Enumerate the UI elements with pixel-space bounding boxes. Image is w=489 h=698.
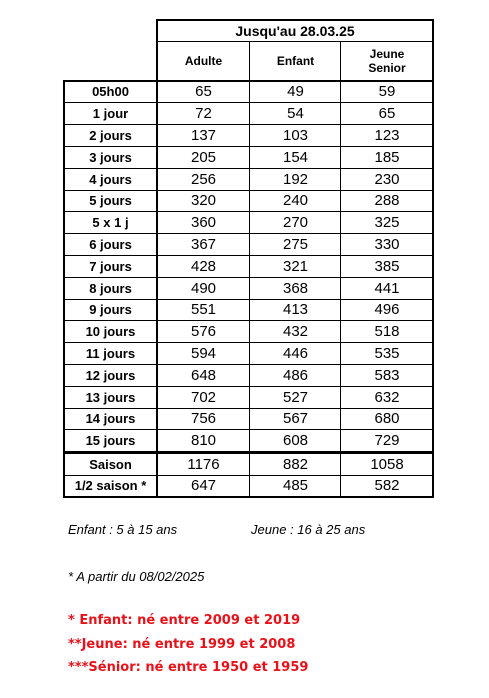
price-cell: 321 xyxy=(282,257,309,275)
price-cell: 680 xyxy=(374,410,400,428)
note-jeune-age: Jeune : 16 à 25 ans xyxy=(251,522,366,537)
row-label: 3 jours xyxy=(89,149,132,165)
price-cell: 270 xyxy=(282,214,309,232)
table-gridline xyxy=(63,429,434,430)
price-cell: 485 xyxy=(282,477,309,495)
price-cell: 59 xyxy=(378,83,396,101)
price-cell: 385 xyxy=(374,257,400,275)
price-cell: 496 xyxy=(374,301,400,319)
table-gridline xyxy=(63,190,434,191)
price-cell: 551 xyxy=(190,301,217,319)
price-cell: 729 xyxy=(374,432,400,450)
price-cell: 103 xyxy=(282,126,309,144)
table-gridline xyxy=(63,277,434,278)
price-cell: 647 xyxy=(190,477,217,495)
table-gridline xyxy=(63,342,434,343)
table-gridline xyxy=(63,386,434,387)
row-label: 05h00 xyxy=(92,84,129,100)
price-cell: 288 xyxy=(374,192,400,210)
table-border xyxy=(432,19,434,497)
row-label: 8 jours xyxy=(89,280,132,296)
price-cell: 367 xyxy=(190,235,217,253)
table-border xyxy=(63,80,65,497)
table-border xyxy=(156,19,158,497)
price-cell: 810 xyxy=(190,432,217,450)
row-label: 1/2 saison * xyxy=(74,478,147,494)
row-label: 5 x 1 j xyxy=(92,215,129,231)
price-cell: 1176 xyxy=(187,455,220,473)
birth-note-senior: ***Sénior: né entre 1950 et 1959 xyxy=(68,660,309,675)
price-cell: 325 xyxy=(374,214,400,232)
price-cell: 205 xyxy=(190,148,217,166)
price-cell: 230 xyxy=(374,170,400,188)
table-gridline xyxy=(63,408,434,409)
table-gridline xyxy=(63,475,434,476)
price-cell: 360 xyxy=(190,214,217,232)
table-gridline xyxy=(63,364,434,365)
price-cell: 154 xyxy=(282,148,309,166)
price-cell: 192 xyxy=(282,170,309,188)
column-header-jeune-senior: Jeune Senior xyxy=(368,47,406,75)
row-label: 1 jour xyxy=(92,106,129,122)
table-gridline xyxy=(63,102,434,103)
column-header-enfant: Enfant xyxy=(276,54,315,68)
row-label: 4 jours xyxy=(89,171,132,187)
price-cell: 446 xyxy=(282,344,309,362)
row-label: 10 jours xyxy=(85,324,136,340)
price-cell: 490 xyxy=(190,279,217,297)
row-label: 7 jours xyxy=(89,258,132,274)
price-cell: 702 xyxy=(190,388,217,406)
price-cell: 54 xyxy=(287,105,304,123)
table-border xyxy=(63,451,434,454)
price-cell: 882 xyxy=(282,455,309,473)
table-gridline xyxy=(63,146,434,147)
price-cell: 567 xyxy=(282,410,309,428)
price-cell: 49 xyxy=(287,83,304,101)
birth-note-jeune: **Jeune: né entre 1999 et 2008 xyxy=(68,637,296,652)
birth-note-enfant: * Enfant: né entre 2009 et 2019 xyxy=(68,613,301,628)
row-label: 5 jours xyxy=(89,193,132,209)
table-gridline xyxy=(63,211,434,212)
table-gridline xyxy=(63,299,434,300)
price-cell: 413 xyxy=(282,301,309,319)
note-enfant-age: Enfant : 5 à 15 ans xyxy=(68,522,178,537)
row-label: 6 jours xyxy=(89,236,132,252)
column-header-adulte: Adulte xyxy=(184,54,223,68)
price-cell: 1058 xyxy=(370,455,404,473)
row-label: 12 jours xyxy=(85,367,136,383)
table-gridline xyxy=(63,255,434,256)
price-cell: 582 xyxy=(374,477,400,495)
price-cell: 441 xyxy=(374,279,400,297)
table-gridline xyxy=(63,168,434,169)
price-cell: 576 xyxy=(190,323,217,341)
price-cell: 330 xyxy=(374,235,400,253)
price-cell: 535 xyxy=(374,344,400,362)
table-gridline xyxy=(156,41,434,42)
price-cell: 527 xyxy=(282,388,309,406)
table-gridline xyxy=(63,320,434,321)
price-cell: 368 xyxy=(282,279,309,297)
price-cell: 185 xyxy=(374,148,400,166)
price-cell: 256 xyxy=(190,170,217,188)
price-cell: 137 xyxy=(190,126,217,144)
price-cell: 632 xyxy=(374,388,400,406)
price-cell: 240 xyxy=(282,192,309,210)
price-cell: 428 xyxy=(190,257,217,275)
price-cell: 65 xyxy=(195,83,212,101)
row-label: 15 jours xyxy=(85,433,136,449)
price-cell: 320 xyxy=(190,192,217,210)
price-cell: 583 xyxy=(374,366,400,384)
row-label: 14 jours xyxy=(85,411,136,427)
price-cell: 756 xyxy=(190,410,217,428)
table-gridline xyxy=(63,233,434,234)
table-gridline xyxy=(63,124,434,125)
table-border xyxy=(63,496,434,498)
price-cell: 486 xyxy=(282,366,309,384)
row-label: 2 jours xyxy=(89,127,132,143)
note-a-partir: * A partir du 08/02/2025 xyxy=(68,569,205,584)
row-label: 13 jours xyxy=(85,389,136,405)
price-cell: 608 xyxy=(282,432,309,450)
price-cell: 123 xyxy=(374,126,400,144)
price-cell: 594 xyxy=(190,344,217,362)
price-cell: 72 xyxy=(195,105,212,123)
table-border xyxy=(63,80,434,82)
price-cell: 275 xyxy=(282,235,309,253)
price-cell: 65 xyxy=(378,105,396,123)
table-border xyxy=(156,19,434,21)
price-cell: 518 xyxy=(374,323,400,341)
price-cell: 432 xyxy=(282,323,309,341)
price-cell: 648 xyxy=(190,366,217,384)
row-label: Saison xyxy=(89,456,132,472)
row-label: 11 jours xyxy=(85,345,136,361)
row-label: 9 jours xyxy=(89,302,132,318)
table-title: Jusqu'au 28.03.25 xyxy=(235,22,355,39)
